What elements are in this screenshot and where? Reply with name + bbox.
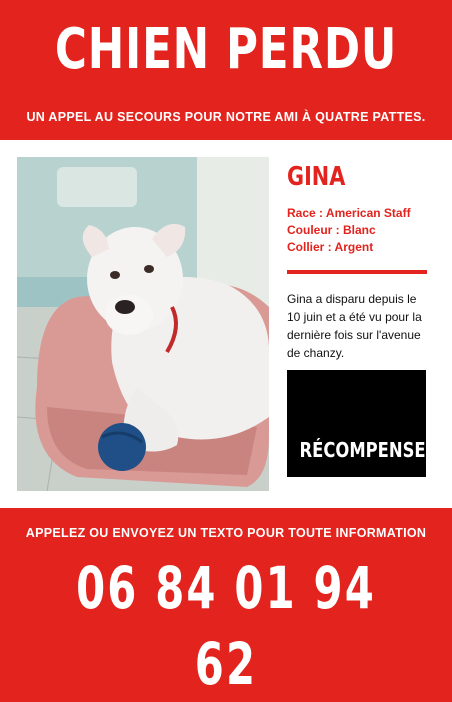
reward-box bbox=[287, 370, 426, 477]
dog-photo bbox=[17, 157, 269, 491]
dog-info bbox=[287, 157, 432, 362]
dog-photo-illustration bbox=[17, 157, 269, 491]
contact-cta: APPELEZ OU ENVOYEZ UN TEXTO POUR TOUTE INFORMATION bbox=[25, 526, 427, 540]
dog-details bbox=[287, 205, 432, 256]
poster-title: CHIEN PERDU bbox=[54, 17, 398, 82]
reward-label: RÉCOMPENSE bbox=[299, 438, 426, 462]
info-panel bbox=[0, 140, 452, 508]
divider bbox=[287, 270, 427, 274]
dog-name: GINA bbox=[287, 162, 346, 192]
detail-color: Couleur : Blanc bbox=[287, 223, 376, 237]
detail-breed: Race : American Staff bbox=[287, 206, 411, 220]
detail-collar: Collier : Argent bbox=[287, 240, 374, 254]
phone-number[interactable]: 06 84 01 94 62 bbox=[76, 554, 376, 698]
dog-description: Gina a disparu depuis le 10 juin et a été vu pour la dernière fois sur l'avenue de chanzy. bbox=[287, 292, 422, 360]
poster-subtitle: UN APPEL AU SECOURS POUR NOTRE AMI À QUATRE PATTES. bbox=[26, 110, 426, 124]
